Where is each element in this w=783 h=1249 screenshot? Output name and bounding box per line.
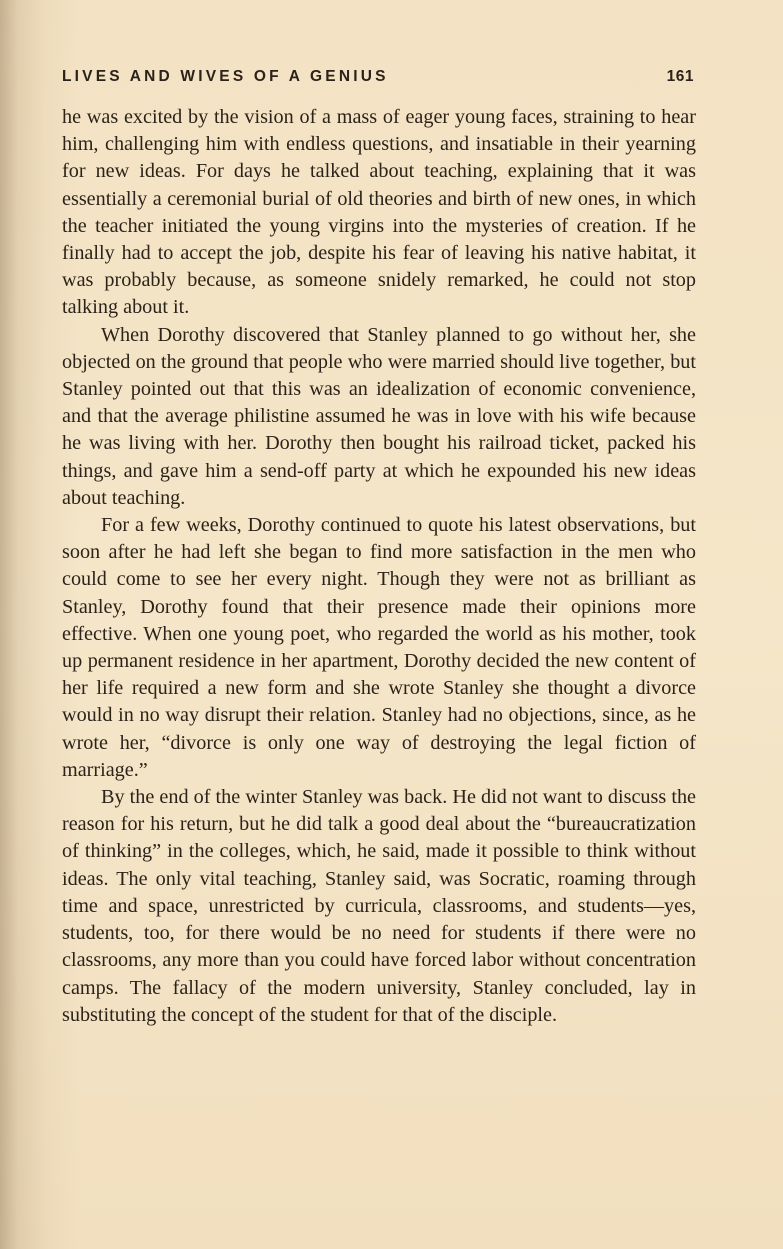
paragraph-1: he was excited by the vision of a mass of eager young faces, straining to hear him, challenging him with endless questions, and insatiable in their yearning for new ideas. For days he talked about teaching, explaining that it was essentially a ceremonial burial of old theories and birth of new ones, in which the teacher initiated the young virgins into the mysteries of creation. If he finally had to accept the job, despite his fear of leaving his native habitat, it was probably because, as someone snidely remarked, he could not stop talking about it. xyxy=(62,106,696,319)
page-number: 161 xyxy=(666,68,694,85)
book-page xyxy=(62,68,696,1029)
running-title: LIVES AND WIVES OF A GENIUS xyxy=(62,68,389,85)
paragraph-4: By the end of the winter Stanley was back. He did not want to discuss the reason for his return, but he did talk a good deal about the “bureaucratization of thinking” in the colleges, which, he said, made it possible to think without ideas. The only vital teaching, Stanley said, was Socratic, roaming through time and space, unrestricted by curricula, classrooms, and students—yes, students, too, for there would be no need for students if there were no classrooms, any more than you could have forced labor without concentration camps. The fallacy of the modern university, Stanley concluded, lay in substituting the concept of the student for that of the disciple. xyxy=(62,786,696,1026)
paragraph-2: When Dorothy discovered that Stanley planned to go without her, she objected on the ground that people who were married should live together, but Stanley pointed out that this was an idealization of economic convenience, and that the average philistine assumed he was in love with his wife because he was living with her. Dorothy then bought his railroad ticket, packed his things, and gave him a send-off party at which he expounded his new ideas about teaching. xyxy=(62,323,696,509)
body-text xyxy=(62,104,696,1029)
running-head xyxy=(62,68,696,98)
paragraph-3: For a few weeks, Dorothy continued to quote his latest observations, but soon after he had left she began to find more satisfaction in the men who could come to see her every night. Though they were not as brilliant as Stanley, Dorothy found that their presence made their opinions more effective. When one young poet, who regarded the world as his mother, took up permanent residence in her apartment, Dorothy decided the new content of her life required a new form and she wrote Stanley she thought a divorce would in no way disrupt their relation. Stanley had no objections, since, as he wrote her, “divorce is only one way of destroying the legal fiction of marriage.” xyxy=(62,514,696,781)
